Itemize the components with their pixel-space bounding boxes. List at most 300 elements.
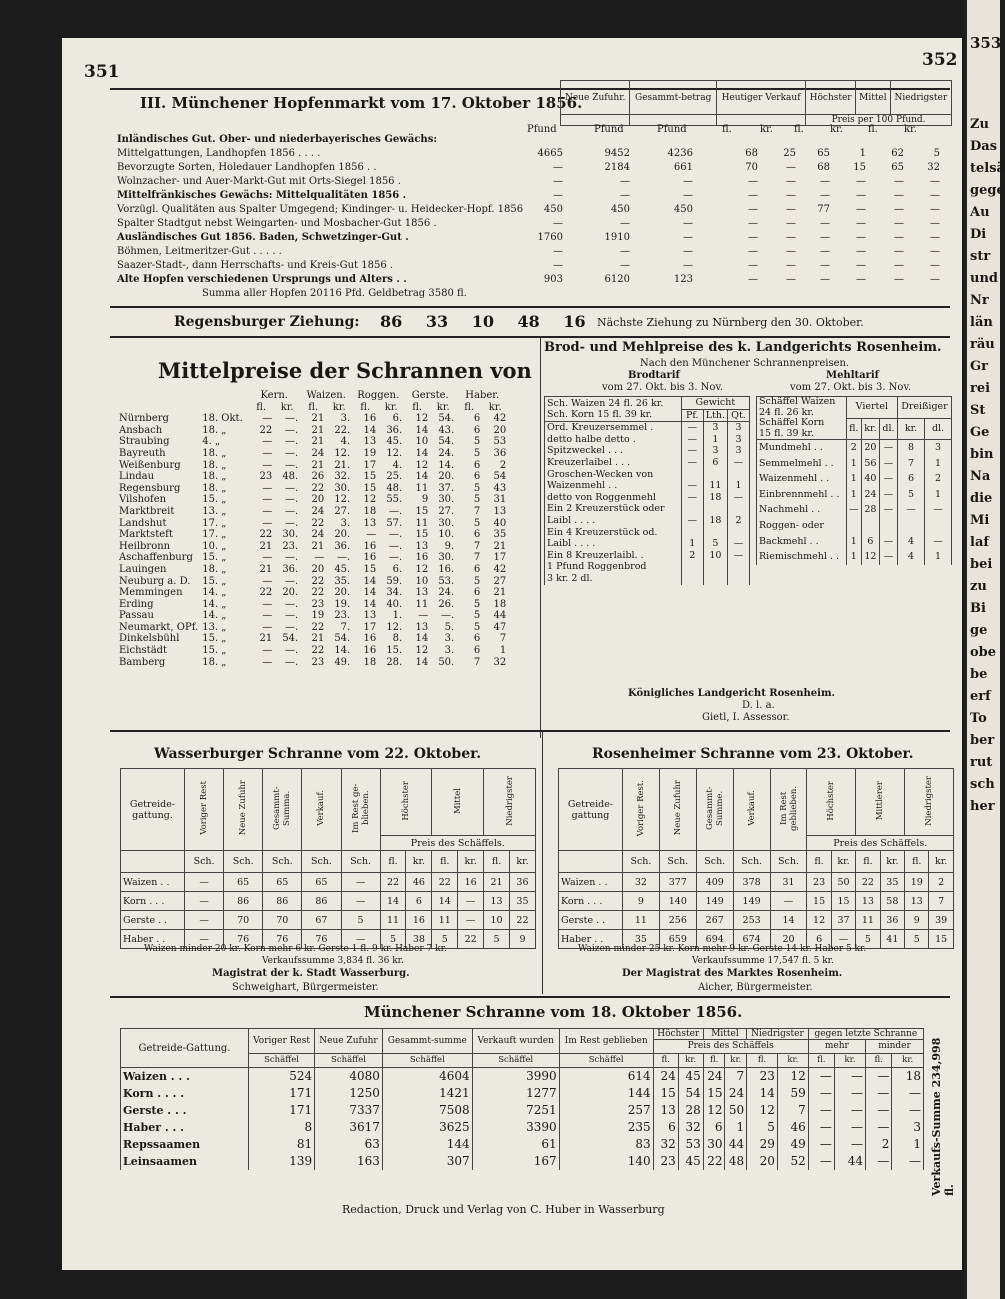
mp-col-header: Gerste. — [411, 390, 449, 401]
rosenheim-cell: 149 — [733, 892, 770, 911]
hopfen-cell: — — [856, 232, 866, 243]
brod-unit: Lth. — [703, 409, 727, 422]
ziehung-label: Regensburger Ziehung: — [174, 314, 360, 330]
lotto-number: 33 — [425, 312, 449, 331]
muenchen-label: Korn . . . . — [121, 1085, 249, 1102]
brod-label: Ein 8 Kreuzerlaibl. . — [545, 550, 682, 562]
muenchen-row — [121, 1119, 924, 1136]
hopfen-cell: — — [930, 260, 940, 271]
rosenheim-preis: Preis des Schäffels. — [807, 836, 954, 851]
mehl-cell: — — [879, 534, 897, 550]
rosenheim-cell: 5 — [856, 930, 880, 949]
mehl-row — [757, 456, 952, 472]
muenchen-unit: kr. — [834, 1054, 865, 1068]
brod-row — [545, 469, 750, 481]
brod-cell: — — [728, 457, 750, 469]
hopfen-cell: — — [553, 190, 563, 201]
muenchen-cell: 83 — [559, 1136, 653, 1153]
brod-cell: 5 — [703, 538, 727, 550]
mp-cell: 35 — [493, 529, 507, 541]
mp-cell: 13 — [363, 517, 377, 529]
mp-cell: —. — [389, 552, 403, 564]
mp-cell: 21. — [334, 459, 351, 471]
hopfen-col-header: Niedrigster — [890, 81, 951, 115]
muenchen-cell: 50 — [725, 1102, 747, 1119]
muenchen-cell: 2 — [866, 1136, 892, 1153]
mp-cell: 10 — [415, 436, 429, 448]
hopfen-cell: — — [856, 218, 866, 229]
mehl-row — [757, 534, 952, 550]
mp-cell: 23 — [311, 598, 325, 610]
mp-cell: 5 — [473, 517, 481, 529]
brod-subtitle: Nach den Münchener Schrannenpreisen. — [640, 358, 850, 369]
hopfen-cell: — — [620, 176, 630, 187]
mp-cell: — — [262, 459, 273, 471]
newspaper-page — [62, 38, 962, 1270]
hopfen-row-label: Mittelfränkisches Gewächs: Mittelqualitäten 1856 . — [117, 190, 407, 201]
wasserburg-col-header — [263, 769, 302, 851]
mp-row — [117, 599, 508, 611]
brod-unit: Qt. — [728, 409, 750, 422]
brod-cell: 1 — [681, 538, 703, 550]
mp-cell: —. — [285, 494, 299, 506]
mp-cell: — — [262, 517, 273, 529]
brod-cell — [681, 503, 703, 515]
mp-cell: 30. — [438, 494, 455, 506]
hopfen-cell: — — [786, 162, 796, 173]
mp-cell: 12 — [415, 645, 429, 657]
rosenheim-col-header — [623, 769, 660, 851]
rosenheim-note: Waizen minder 25 kr. Korn mehr 9 kr. Gerste 14 kr. Haber 5 kr. — [578, 944, 867, 954]
wasserburg-unit: fl. — [380, 851, 406, 873]
edge-word: Gr — [970, 359, 988, 374]
mp-cell: 30. — [438, 517, 455, 529]
mp-cell: —. — [285, 505, 299, 517]
rosenheim-col-header — [905, 769, 954, 836]
verkaufssumme-vertical: Verkaufs-Summe 234,998 fl. — [930, 1037, 956, 1196]
hopfen-cell: — — [786, 232, 796, 243]
wasserburg-cell: 14 — [432, 892, 458, 911]
mp-cell: 5 — [473, 482, 481, 494]
mp-cell: 7 — [473, 505, 481, 517]
mp-cell: 22 — [311, 517, 325, 529]
mp-cell: —. — [389, 540, 403, 552]
mp-row — [117, 460, 508, 472]
mp-date: 18. „ — [202, 447, 227, 459]
muenchen-cell: 139 — [249, 1153, 315, 1170]
mp-place: Weißenburg — [119, 459, 181, 471]
rosenheim-cell: 58 — [880, 892, 905, 911]
brod-row — [545, 503, 750, 515]
wasserburg-unit: Sch. — [224, 851, 263, 873]
mp-cell: 30. — [438, 552, 455, 564]
muenchen-cell: 235 — [559, 1119, 653, 1136]
hopfen-cell: — — [894, 274, 904, 285]
mp-cell: 12 — [415, 563, 429, 575]
wasserburg-cell: 5 — [380, 930, 406, 949]
wasserburg-col-header-text: Mittel — [452, 787, 463, 814]
edge-word: Na — [970, 469, 991, 484]
muenchen-cell: 61 — [472, 1136, 559, 1153]
mp-place: Lauingen — [119, 563, 167, 575]
wasserburg-cell: 22 — [380, 873, 406, 892]
wasserburg-row — [121, 873, 536, 892]
wasserburg-cell: 38 — [406, 930, 432, 949]
rule-4 — [110, 730, 950, 732]
wasserburg-note: Waizen minder 20 kr. Korn mehr 6 kr. Gerste 1 fl. 9 kr. Haber 7 kr. — [144, 944, 447, 954]
wasserburg-cell: 13 — [484, 892, 510, 911]
mp-cell: 3. — [340, 517, 351, 529]
hopfen-cell: 62 — [891, 148, 904, 159]
mp-cell: 10 — [415, 575, 429, 587]
rosenheim-col-header — [733, 769, 770, 851]
hopfen-cell: 77 — [817, 204, 830, 215]
mp-cell: 17 — [363, 621, 377, 633]
mp-cell: 15. — [386, 645, 403, 657]
muenchen-cell: 524 — [249, 1068, 315, 1085]
mp-cell: 14 — [363, 587, 377, 599]
mp-cell: 21 — [311, 424, 325, 436]
hopfen-col-header: Heutiger Verkauf — [716, 81, 805, 115]
mp-cell: 6 — [473, 459, 481, 471]
mehl-row — [757, 487, 952, 503]
rosenheim-col-header — [659, 769, 696, 851]
rosenheim-cell: 378 — [733, 873, 770, 892]
mp-cell: 43. — [438, 424, 455, 436]
mp-cell: 13 — [363, 436, 377, 448]
muenchen-col-header: Mittel — [703, 1029, 746, 1040]
mp-cell: 14. — [334, 645, 351, 657]
muenchen-cell: — — [892, 1085, 924, 1102]
mp-cell: 21 — [259, 563, 273, 575]
rosenheim-row — [559, 911, 954, 930]
rosenheim-cell: 19 — [905, 873, 929, 892]
edge-word: obe — [970, 645, 997, 660]
hopfen-cell: — — [553, 260, 563, 271]
rosenheim-col-header-text: Niedrigster — [924, 775, 935, 826]
mp-place: Marktsteft — [119, 529, 173, 541]
muenchen-cell: 1250 — [315, 1085, 383, 1102]
rosenheim-col-header — [856, 769, 905, 836]
rosenheim-cell: — — [770, 892, 807, 911]
hopfen-cell: 5 — [933, 148, 940, 159]
mp-place: Memmingen — [119, 587, 183, 599]
mp-cell: 32 — [493, 656, 507, 668]
hopfen-cell: — — [748, 218, 758, 229]
mp-place: Eichstädt — [119, 645, 168, 657]
mp-date: 10. „ — [202, 540, 227, 552]
mp-cell: 14 — [363, 424, 377, 436]
brod-row — [545, 527, 750, 539]
mp-cell: 13 — [415, 540, 429, 552]
hopfen-cell: — — [820, 218, 830, 229]
hopfen-cell: 15 — [853, 162, 866, 173]
mp-cell: 22 — [311, 645, 325, 657]
muenchen-col-label: Getreide-Gattung. — [121, 1029, 249, 1068]
hopfen-cell: 2184 — [604, 162, 630, 173]
mp-place: Vilshofen — [119, 494, 167, 506]
mp-cell: 15 — [415, 529, 429, 541]
hopfen-row-label: Vorzügl. Qualitäten aus Spalter Umgegend; Kindinger- u. Heidecker-Hopf. 1856 — [117, 204, 524, 215]
brod-cell — [703, 469, 727, 481]
edge-word: die — [970, 491, 993, 506]
hopfen-cell: 1 — [859, 148, 866, 159]
mp-cell: 16 — [415, 552, 429, 564]
muenchen-col-header: gegen letzte Schranne — [808, 1029, 923, 1040]
wasserburg-unit: kr. — [458, 851, 484, 873]
hopfen-cell: — — [930, 204, 940, 215]
mp-cell: —. — [285, 552, 299, 564]
mp-cell: 27 — [493, 575, 507, 587]
hopfen-cell: — — [620, 260, 630, 271]
brod-label: Kreuzerlaibel . . . — [545, 457, 682, 469]
brod-row — [545, 492, 750, 504]
mp-cell: 43 — [493, 482, 507, 494]
brod-label: 1 Pfund Roggenbrod — [545, 561, 682, 573]
mp-cell: 14 — [363, 575, 377, 587]
hopfen-unit: fl. — [794, 124, 804, 135]
brod-label: Ein 2 Kreuzerstück oder — [545, 503, 682, 515]
wasserburg-col-header — [484, 769, 536, 836]
hopfen-cell: — — [683, 260, 693, 271]
mp-cell: 26 — [311, 471, 325, 483]
mp-cell: 22 — [259, 424, 273, 436]
mp-cell: 8. — [392, 633, 403, 645]
brod-gewicht: Gewicht — [681, 397, 749, 410]
rosenheim-cell: 13 — [856, 892, 880, 911]
mp-row — [117, 576, 508, 588]
rule-2 — [110, 306, 950, 308]
muenchen-unit: fl. — [747, 1054, 778, 1068]
hopfen-cell: — — [786, 204, 796, 215]
mp-cell: — — [262, 505, 273, 517]
rosenheim-cell: 11 — [856, 911, 880, 930]
mp-cell: 40. — [386, 598, 403, 610]
wasserburg-unit: Sch. — [341, 851, 380, 873]
hopfen-cell: — — [894, 232, 904, 243]
wasserburg-unit: kr. — [406, 851, 432, 873]
mehl-cell: — — [879, 456, 897, 472]
mp-row — [117, 425, 508, 437]
rosenheim-unit: Sch. — [733, 851, 770, 873]
muenchen-mehr-minder: mehr — [808, 1040, 865, 1054]
hopfen-cell: 1760 — [537, 232, 563, 243]
rosenheim-unit: Sch. — [696, 851, 733, 873]
mp-cell: 16 — [363, 645, 377, 657]
brod-sign-2: D. l. a. — [742, 700, 775, 711]
mp-cell: —. — [285, 424, 299, 436]
brod-basis-row — [545, 397, 750, 410]
muenchen-cell: 59 — [777, 1085, 808, 1102]
mp-cell: 54. — [438, 436, 455, 448]
mp-row — [117, 529, 508, 541]
col-divider — [540, 338, 541, 738]
brodtarif-table — [544, 396, 754, 686]
wasserburg-cell: 76 — [263, 930, 302, 949]
mp-cell: 14 — [363, 598, 377, 610]
muenchen-cell: 307 — [382, 1153, 472, 1170]
hopfen-row-label: Mittelgattungen, Landhopfen 1856 . . . . — [117, 148, 321, 159]
wasserburg-cell: 9 — [509, 930, 535, 949]
mehltarif-label: Mehltarif — [826, 370, 879, 381]
mehl-label: Riemischmehl . . — [757, 549, 847, 565]
mp-cell: 2 — [499, 459, 507, 471]
wasserburg-units-row — [121, 851, 536, 873]
mp-cell: 36 — [493, 447, 507, 459]
mp-cell: 5 — [473, 436, 481, 448]
mp-unit: fl. — [412, 401, 423, 413]
mp-unit: fl. — [360, 401, 371, 413]
rosenheim-summe: Verkaufssumme 17,547 fl. 5 kr. — [692, 956, 834, 966]
mp-cell: 40 — [493, 517, 507, 529]
brod-cell: — — [681, 492, 703, 504]
muenchen-label: Waizen . . . — [121, 1068, 249, 1085]
hopfen-cell: — — [930, 190, 940, 201]
brod-label: Ord. Kreuzersemmel . — [545, 422, 682, 434]
edge-word: Zu — [970, 117, 989, 132]
wasserburg-cell: 6 — [406, 892, 432, 911]
mp-col-header: Haber. — [465, 390, 500, 401]
muenchen-cell: 12 — [703, 1102, 725, 1119]
mp-cell: 13 — [363, 610, 377, 622]
wasserburg-col-header — [302, 769, 341, 851]
hopfen-row-label: Wolnzacher- und Auer-Markt-Gut mit Orts-Siegel 1856 . — [117, 176, 401, 187]
mp-cell: 45. — [334, 563, 351, 575]
mehl-cell: 4 — [897, 534, 924, 550]
mp-place: Heilbronn — [119, 540, 171, 552]
muenchen-cell: 23 — [747, 1068, 778, 1085]
mehl-cell: 1 — [846, 534, 861, 550]
muenchen-grid — [120, 1028, 924, 1170]
mehl-cell: 12 — [861, 549, 879, 565]
wasserburg-cell: 11 — [380, 911, 406, 930]
brod-cell: 3 — [703, 445, 727, 457]
brod-cell — [728, 561, 750, 573]
wasserburg-cell: 22 — [509, 911, 535, 930]
brod-row — [545, 422, 750, 434]
mp-cell: 12. — [334, 447, 351, 459]
rosenheim-cell: 23 — [807, 873, 831, 892]
hopfen-cell: — — [894, 190, 904, 201]
hopfen-cell: 6120 — [604, 274, 630, 285]
muenchen-row — [121, 1153, 924, 1170]
brod-row — [545, 561, 750, 573]
mehl-label: Backmehl . . — [757, 534, 847, 550]
mp-cell: 20 — [311, 563, 325, 575]
hopfen-cell: — — [930, 274, 940, 285]
mp-date: 15. „ — [202, 494, 227, 506]
mp-date: 15. „ — [202, 645, 227, 657]
rosenheim-unit: fl. — [807, 851, 831, 873]
mp-row — [117, 552, 508, 564]
mehl-row — [757, 518, 952, 534]
mp-row — [117, 587, 508, 599]
edge-word: Ge — [970, 425, 990, 440]
muenchen-cell: 32 — [653, 1136, 678, 1153]
mp-cell: 20. — [334, 587, 351, 599]
edge-word: Das — [970, 139, 998, 154]
edge-word: zu — [970, 579, 987, 594]
mehl-unit: kr. — [861, 418, 879, 440]
brod-unit: Pf. — [681, 409, 703, 422]
mp-cell: 12. — [386, 447, 403, 459]
hopfen-cell: — — [894, 218, 904, 229]
muenchen-cell: 3625 — [382, 1119, 472, 1136]
mp-cell: 15 — [363, 471, 377, 483]
rosenheim-cell: 20 — [770, 930, 807, 949]
mp-cell: 18 — [363, 656, 377, 668]
muenchen-cell: 63 — [315, 1136, 383, 1153]
mp-cell: 24 — [311, 505, 325, 517]
mp-cell: 21 — [259, 540, 273, 552]
mehl-cell: 1 — [925, 456, 952, 472]
mehl-cell: 20 — [861, 440, 879, 456]
hopfen-row-label: Böhmen, Leitmeritzer-Gut . . . . . — [117, 246, 282, 257]
hopfen-unit: Pfund — [527, 124, 557, 135]
wasserburg-unit: fl. — [432, 851, 458, 873]
mp-cell: 5 — [473, 447, 481, 459]
muenchen-cell: 4080 — [315, 1068, 383, 1085]
mp-unit: kr. — [384, 401, 398, 413]
mp-cell: —. — [285, 645, 299, 657]
mp-row — [117, 483, 508, 495]
muenchen-cell: — — [808, 1068, 834, 1085]
mp-blank — [200, 390, 248, 402]
brod-row — [545, 550, 750, 562]
muenchen-cell: 140 — [559, 1153, 653, 1170]
muenchen-unit: Schäffel — [382, 1054, 472, 1068]
rosenheim-label: Gerste . . — [559, 911, 623, 930]
muenchen-table — [120, 1028, 926, 1200]
muenchen-row — [121, 1085, 924, 1102]
muenchen-cell: 4604 — [382, 1068, 472, 1085]
brod-label: Waizenmehl . . — [545, 480, 682, 492]
muenchen-cell: 144 — [559, 1085, 653, 1102]
mp-place: Bamberg — [119, 656, 166, 668]
mp-cell: 21 — [311, 540, 325, 552]
muenchen-cell: 28 — [678, 1102, 703, 1119]
mp-date: 13. „ — [202, 621, 227, 633]
wasserburg-label: Korn . . . — [121, 892, 185, 911]
brod-cell — [728, 527, 750, 539]
hopfen-cell: — — [748, 260, 758, 271]
muenchen-cell: 18 — [892, 1068, 924, 1085]
mp-cell: 14 — [415, 656, 429, 668]
mp-grid — [117, 390, 508, 668]
mehl-cell: — — [879, 502, 897, 518]
rosenheim-cell: 2 — [929, 873, 954, 892]
mp-place: Bayreuth — [119, 447, 166, 459]
hopfen-unit: fl. — [868, 124, 878, 135]
mp-place: Neuburg a. D. — [119, 575, 191, 587]
rosenheim-col-header-text: Höchster — [826, 780, 837, 821]
mp-cell: 16 — [363, 633, 377, 645]
edge-word: sch — [970, 777, 995, 792]
wasserburg-col-header-text: Höchster — [401, 780, 412, 821]
muenchen-cell: 257 — [559, 1102, 653, 1119]
mp-col-header: Kern. — [260, 390, 288, 401]
rosenheim-row — [559, 892, 954, 911]
brod-cell: 10 — [703, 550, 727, 562]
mp-cell: 28. — [386, 656, 403, 668]
hopfen-cell: — — [683, 190, 693, 201]
muenchen-cell: 7251 — [472, 1102, 559, 1119]
wasserburg-cell: — — [185, 930, 224, 949]
mehl-cell: 28 — [861, 502, 879, 518]
muenchen-col-header: Voriger Rest — [249, 1029, 315, 1054]
mp-cell: 53. — [438, 575, 455, 587]
mp-cell: — — [262, 552, 273, 564]
